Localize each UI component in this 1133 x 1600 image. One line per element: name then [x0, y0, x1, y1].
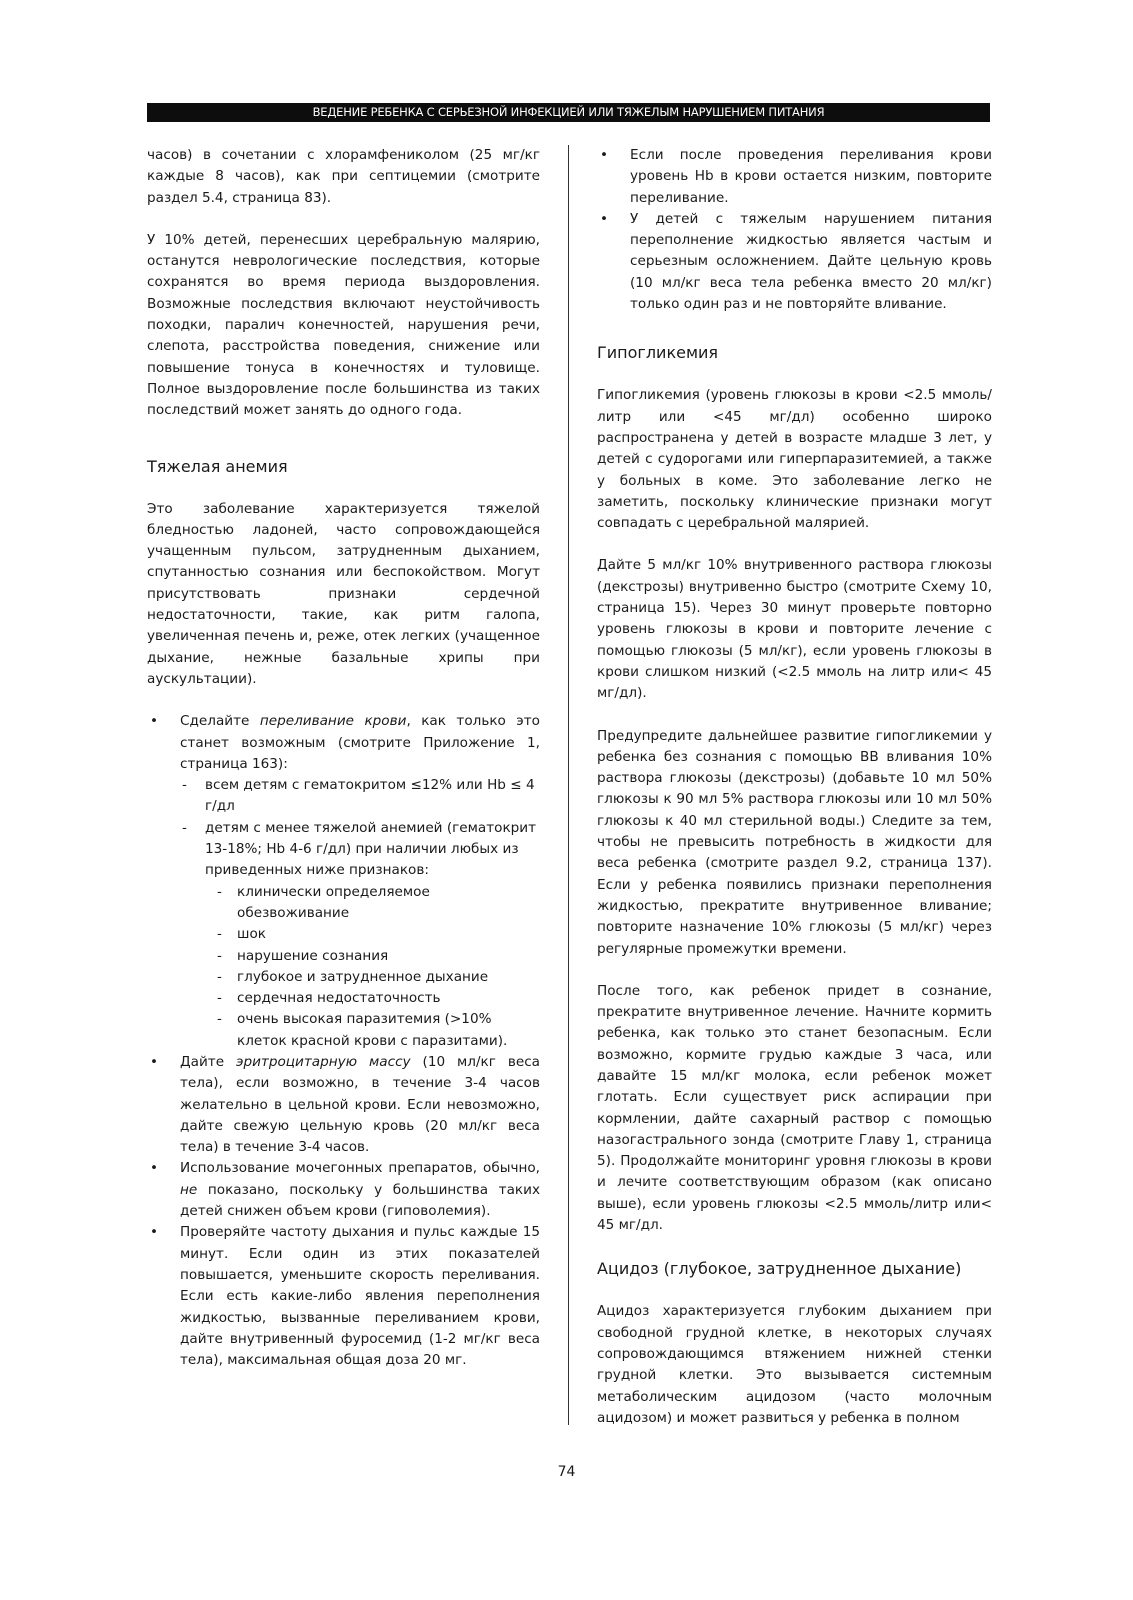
text-span: показано, поскольку у большинства таких детей снижен объем крови (гиповолемия). — [180, 1181, 540, 1220]
left-column — [147, 145, 540, 1371]
running-header: ВЕДЕНИЕ РЕБЕНКА С СЕРЬЕЗНОЙ ИНФЕКЦИЕЙ ИЛИ ТЯЖЕЛЫМ НАРУШЕНИЕМ ПИТАНИЯ — [147, 103, 990, 122]
list-item: • Если после проведения переливания крови уровень Hb в крови остается низким, повторите переливание. — [597, 145, 992, 209]
sub-sub-list-item: - клинически определяемое обезвоживание — [205, 882, 540, 925]
paragraph: Дайте 5 мл/кг 10% внутривенного раствора глюкозы (декстрозы) внутривенно быстро (смотрите Схему 10, страница 15). Через 30 минут проверьте повторно уровень глюкозы в крови и повторите лечение с помощью глюкозы (5 мл/кг), если уровень глюкозы в крови слишком низкий (<2.5 ммоль на литр или< 45 мг/дл). — [597, 557, 992, 702]
paragraph: После того, как ребенок придет в сознание, прекратите внутривенное лечение. Начните кормить ребенка, как только это станет безопасным. Если возможно, кормите грудью каждые 3 часа, или давайте 15 мл/кг молока, если ребенок может глотать. Если существует риск аспирации при кормлении, дайте сахарный раствор с помощью назогастрального зонда (смотрите Главу 1, страница 5). Продолжайте мониторинг уровня глюкозы в крови и лечите соответствующим образом (как описано выше), если уровень глюкозы <2.5 ммоль/литр или< 45 мг/дл. — [597, 982, 992, 1234]
sub-list-item — [180, 818, 540, 1052]
emphasis: не — [180, 1181, 198, 1198]
emphasis: эритроцитарную массу — [235, 1053, 411, 1070]
text-span: детям с менее тяжелой анемией (гематокрит 13-18%; Hb 4-6 г/дл) при наличии любых из приведенных ниже признаков: — [205, 819, 537, 879]
paragraph: Это заболевание характеризуется тяжелой бледностью ладоней, часто сопровождающейся учащенным пульсом, затрудненным дыханием, спутанностью сознания или беспокойством. Могут присутствовать признаки сердечной недостаточности, такие, как ритм галопа, увеличенная печень и, реже, отек легких (учащенное дыхание, нежные базальные хрипы при аускультации). — [147, 500, 540, 687]
sub-sub-list-item: - очень высокая паразитемия (>10% клеток красной крови с паразитами). — [205, 1009, 540, 1052]
text-span: (10 мл/кг веса тела), если возможно, в течение 3-4 часов желательно в цельной крови. Если невозможно, дайте свежую цельную кровь (20 мл/кг веса тела) в течение 3-4 часов. — [180, 1053, 541, 1156]
right-column — [597, 145, 992, 1450]
list-item — [147, 1052, 540, 1158]
sub-sub-list — [205, 882, 540, 1052]
anemia-bullet-list — [147, 711, 540, 1371]
section-heading-anemia: Тяжелая анемия — [147, 456, 288, 476]
list-item: • Проверяйте частоту дыхания и пульс каждые 15 минут. Если один из этих показателей повышается, уменьшите скорость переливания. Если есть какие-либо явления переполнения жидкостью, вызванные переливанием крови, дайте внутривенный фуросемид (1-2 мг/кг веса тела), максимальная общая доза 20 мг. — [147, 1222, 540, 1371]
text-span: , как только это станет возможным (смотрите Приложение 1, страница 163): — [180, 713, 540, 772]
list-item: • У детей с тяжелым нарушением питания переполнение жидкостью является частым и серьезным осложнением. Дайте цельную кровь (10 мл/кг веса тела ребенка вместо 20 мл/кг) только один раз и не повторяйте вливание. — [597, 209, 992, 315]
sub-sub-list-item: - нарушение сознания — [205, 946, 540, 967]
section-heading-hypoglycemia: Гипогликемия — [597, 343, 719, 363]
emphasis: переливание крови — [259, 713, 407, 730]
paragraph: Ацидоз характеризуется глубоким дыханием при свободной грудной клетке, в некоторых случаях сопровождающимся втяжением нижней стенки грудной клетки. Это вызывается системным метаболическим ацидозом (часто молочным ацидозом) и может развиться у ребенка в полном — [597, 1303, 992, 1426]
page-number: 74 — [557, 1464, 576, 1480]
text-span: Сделайте — [180, 713, 260, 730]
text-span: Использование мочегонных препаратов, обычно, — [180, 1160, 540, 1177]
sub-list — [180, 775, 540, 1052]
paragraph: У 10% детей, перенесших церебральную малярию, останутся неврологические последствия, которые сохранятся во время периода выздоровления. Возможные последствия включают неустойчивость походки, паралич конечностей, нарушения речи, слепота, расстройства поведения, снижение или повышение тонуса в конечностях и туловище. Полное выздоровление после большинства из таких последствий может занять до одного года. — [147, 231, 540, 419]
section-heading-acidosis: Ацидоз (глубокое, затрудненное дыхание) — [597, 1259, 962, 1279]
sub-sub-list-item: - сердечная недостаточность — [205, 988, 540, 1009]
text-span: Дайте — [180, 1053, 236, 1070]
paragraph: часов) в сочетании с хлорамфениколом (25 мг/кг каждые 8 часов), как при септицемии (смотрите раздел 5.4, страница 83). — [147, 147, 540, 206]
sub-sub-list-item: - шок — [205, 924, 540, 945]
paragraph: Гипогликемия (уровень глюкозы в крови <2.5 ммоль/литр или <45 мг/дл) особенно широко распространена у детей в возрасте младше 3 лет, у детей с судорогами или гиперпаразитемией, а также у больных в коме. Это заболевание легко не заметить, поскольку клинические признаки могут совпадать с церебральной малярией. — [597, 387, 992, 532]
column-divider — [568, 145, 569, 1425]
transfusion-bullet-list — [597, 145, 992, 315]
sub-list-item: - всем детям с гематокритом ≤12% или Hb ≤ 4 г/дл — [180, 775, 540, 818]
paragraph: Предупредите дальнейшее развитие гипогликемии у ребенка без сознания с помощью ВВ вливания 10% раствора глюкозы (декстрозы) (добавьте 10 мл 50% глюкозы к 90 мл 5% раствора глюкозы или 10 мл 50% глюкозы к 40 мл стерильной воды.) Следите за тем, чтобы не превысить потребность в жидкости для веса ребенка (смотрите раздел 9.2, страница 137). Если у ребенка появились признаки переполнения жидкостью, прекратите внутривенное вливание; повторите назначение 10% глюкозы (5 мл/кг) через регулярные промежутки времени. — [597, 727, 992, 957]
sub-sub-list-item: - глубокое и затрудненное дыхание — [205, 967, 540, 988]
list-item — [147, 1158, 540, 1222]
list-item — [147, 711, 540, 1052]
